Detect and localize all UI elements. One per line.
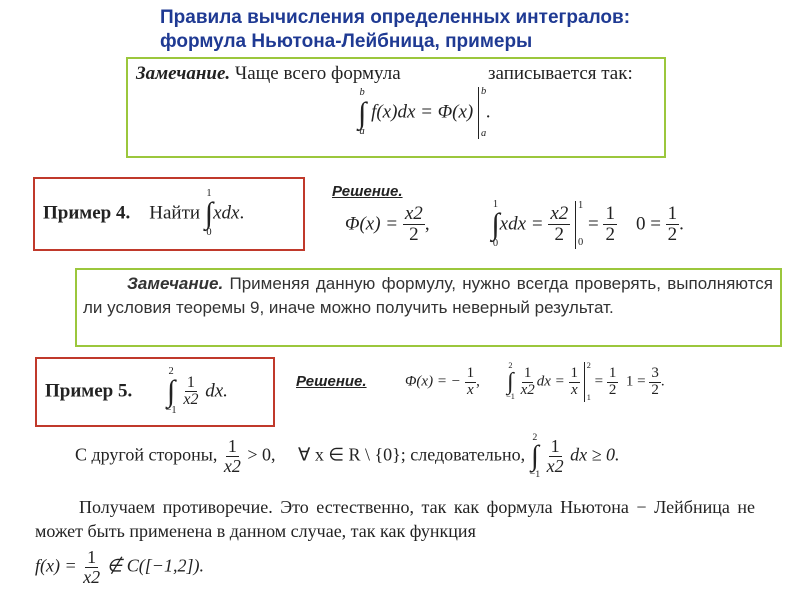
conclusion-formula: f(x) = $\frac{1}{x2}$ ∉ C([−1,2]).	[35, 547, 204, 587]
integral-sign: 2 ∫ −1	[165, 366, 177, 417]
example-5-box: Пример 5. 2 ∫ −1 $\frac{1}{x2}$ dx.	[35, 357, 275, 427]
remark-box-2	[75, 268, 782, 347]
integral-sign: 2 ∫ −1	[506, 361, 515, 402]
example-5-label: Пример 5.	[45, 380, 133, 402]
remark-2-text: Применяя данную формулу, нужно всегда проверять, выполняются ли условия теоремы 9, иначе можно получить неверный результат.	[83, 274, 773, 317]
solution-4-formula: Φ(x) = $\frac{x2}{2}$ , 1 ∫ 0 xdx = $\frac{x2}{2}$ 1 0 = $\frac{1}{2}$ 0 = $\frac{1}{2}$ .	[345, 199, 684, 250]
newton-leibniz-formula: b ∫ a f(x)dx = Φ(x) b a .	[358, 86, 491, 139]
remark-2-label: Замечание.	[127, 274, 224, 293]
solution-5-label: Решение.	[296, 373, 367, 390]
substitution-bar: b a	[478, 87, 486, 139]
integral-sign: 1 ∫ 0	[204, 188, 214, 239]
remark-box-1	[126, 57, 666, 158]
solution-4-label: Решение.	[332, 183, 403, 200]
solution-5-formula: Φ(x) = − $\frac{1}{x}$ , 2 ∫ −1 $\frac{1}{x2}$ dx = $\frac{1}{x}$ 2 1 = $\frac{1}{2}$ 1 = $\frac{3}{2}$ .	[405, 361, 665, 402]
remark-text-b: записывается так:	[488, 63, 633, 84]
remark-2-paragraph	[83, 272, 773, 320]
example-4-label: Пример 4.	[43, 202, 131, 224]
forall-clause: ∀ x ∈ R \ {0}; следовательно,	[298, 444, 526, 465]
example-4-task: Найти	[149, 202, 201, 224]
title-line-1: Правила вычисления определенных интегралов:	[160, 7, 631, 28]
integral-sign: b ∫ a	[358, 87, 367, 138]
other-side-lead: С другой стороны,	[75, 444, 218, 465]
remark-text-a: Чаще всего формула	[234, 63, 401, 84]
title-line-2: формула Ньютона-Лейбница, примеры	[160, 31, 533, 52]
integral-sign: 1 ∫ 0	[491, 199, 500, 250]
other-side-line: С другой стороны, $\frac{1}{x2}$ > 0, ∀ x ∈ R \ {0}; следовательно, 2 ∫ −1 $\frac{1}{x2}$ dx ≥ 0.	[75, 432, 620, 481]
remark-label: Замечание.	[136, 63, 231, 84]
page-title	[160, 6, 630, 54]
conclusion-paragraph: Получаем противоречие. Это естественно, так как формула Ньютона − Лейбница не может быть применена в данном случае, так как функция	[35, 497, 755, 541]
integral-sign: 2 ∫ −1	[529, 432, 541, 481]
example-4-box: Пример 4. Найти 1 ∫ 0 xdx.	[33, 177, 305, 251]
